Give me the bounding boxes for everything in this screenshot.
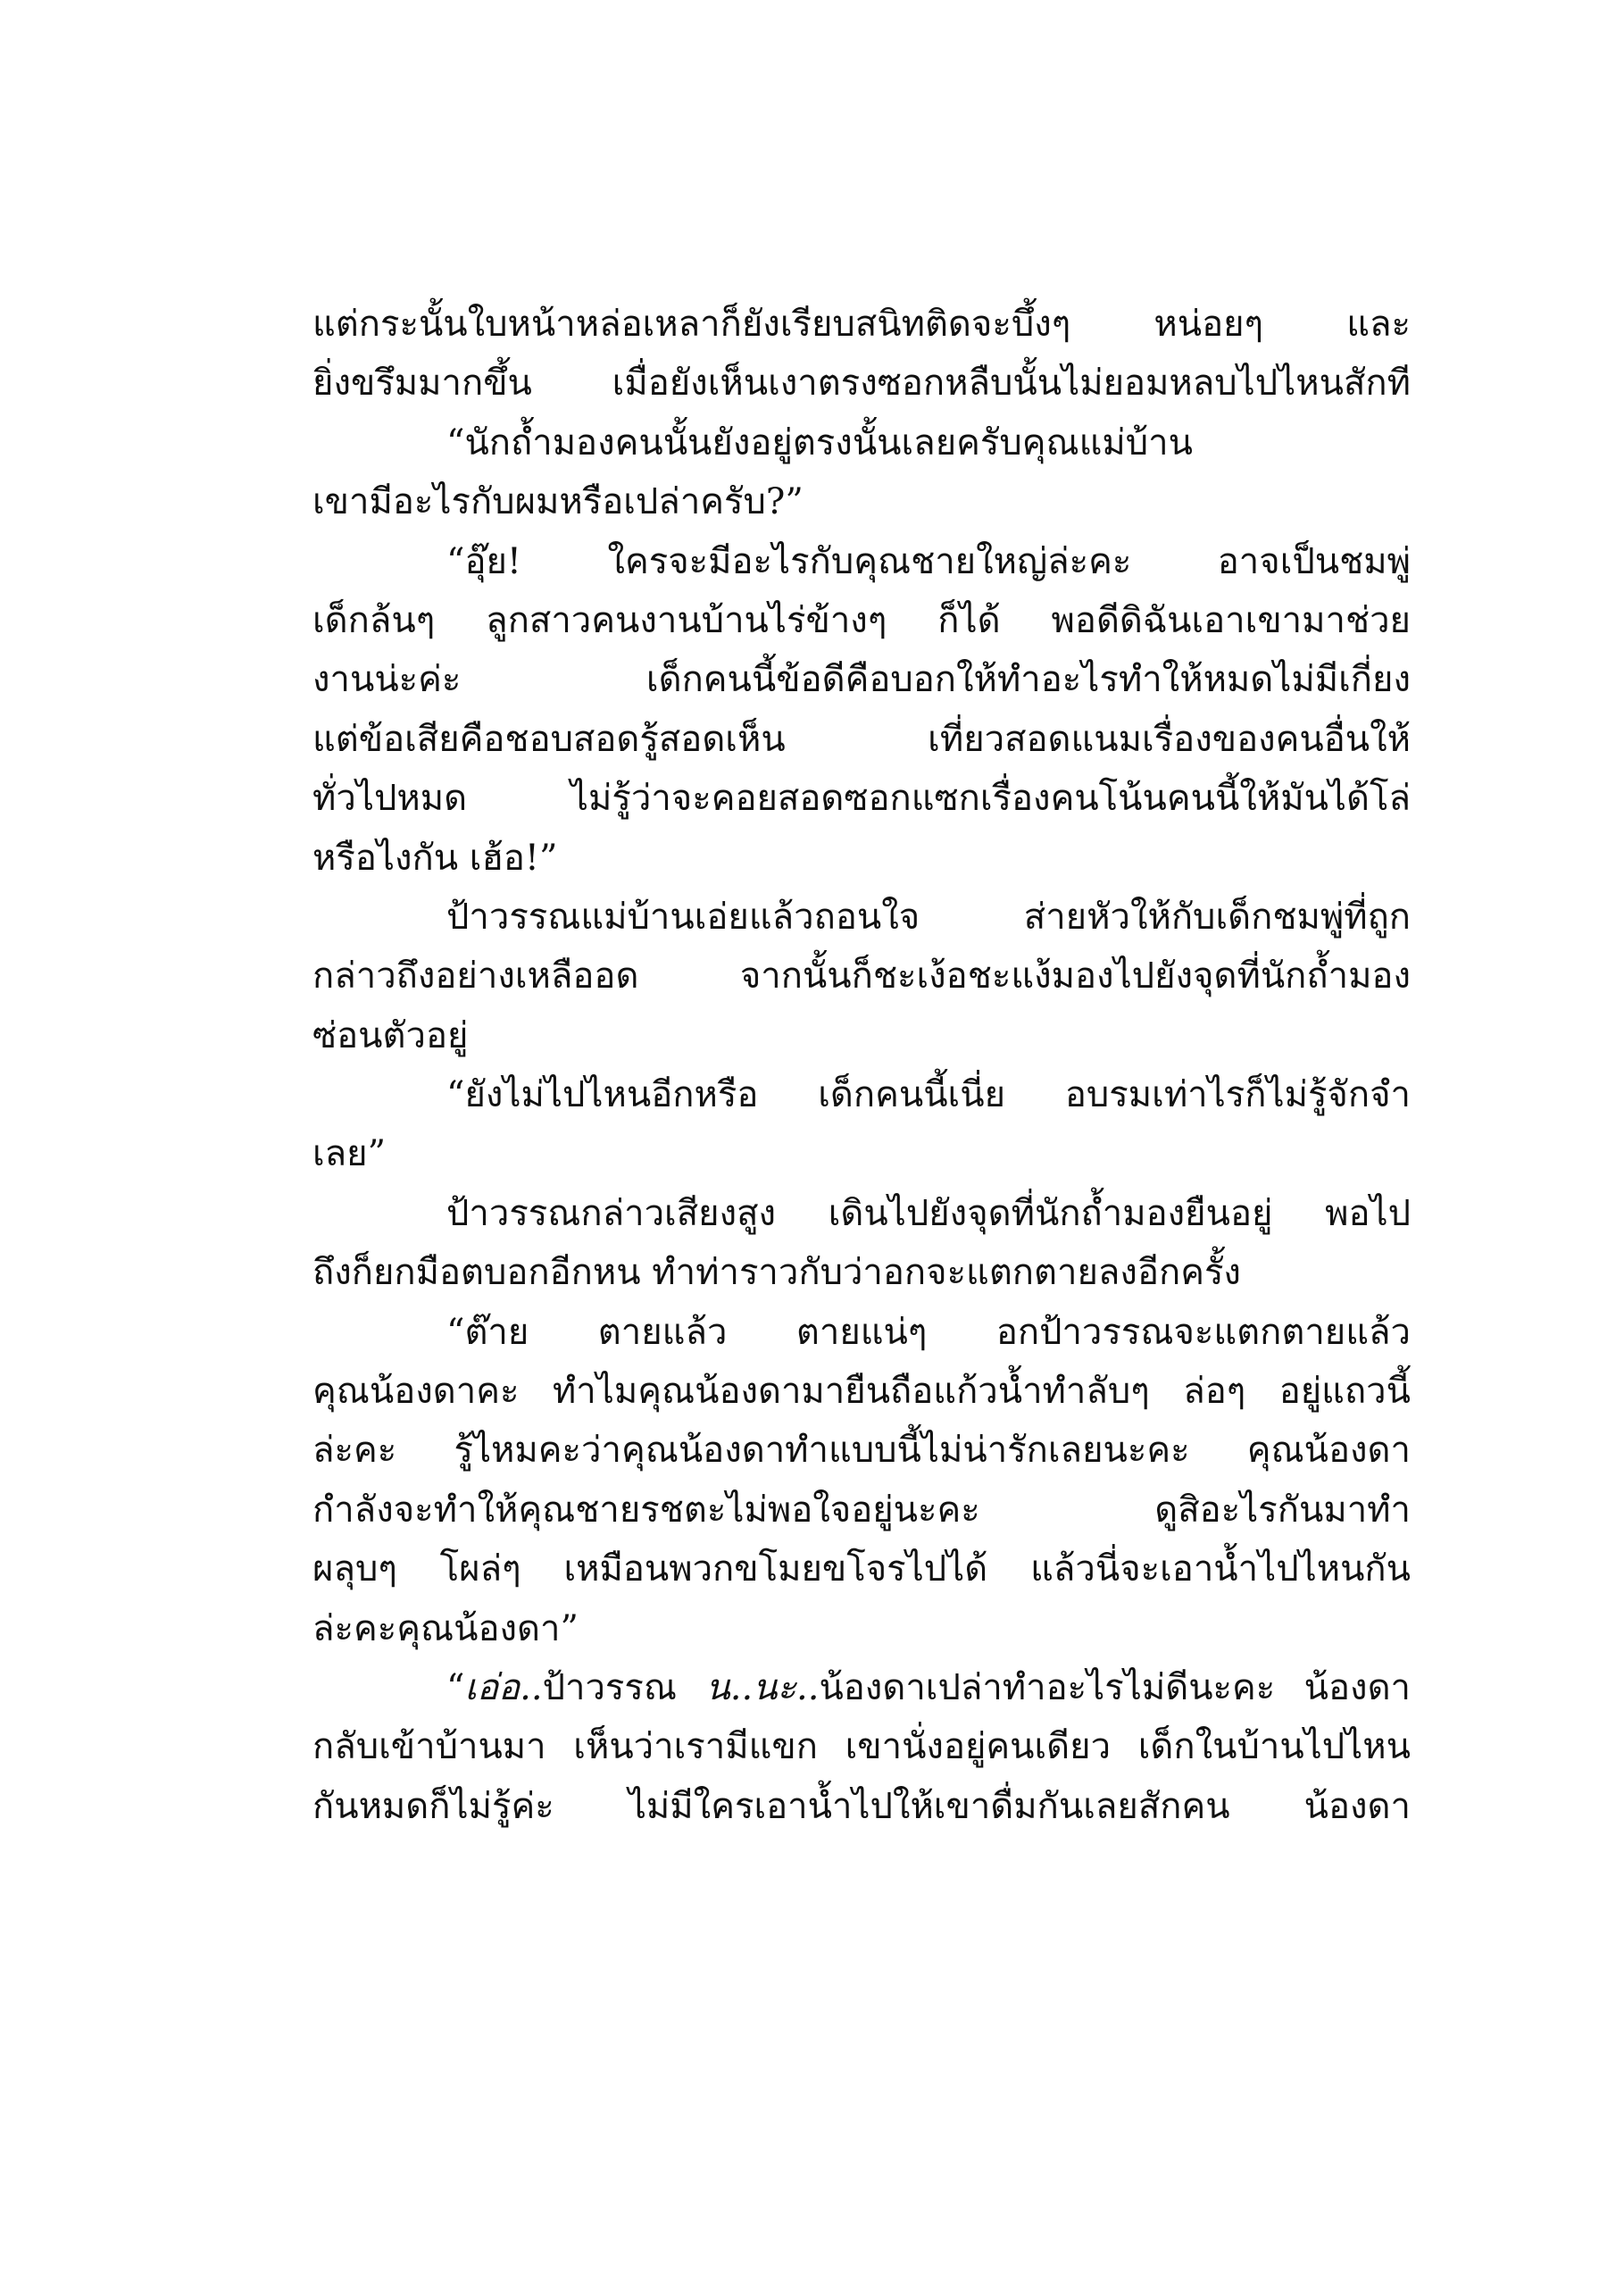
text-line: “ยังไม่ไปไหนอีกหรือ เด็กคนนี้เนี่ย อบรมเท่าไรก็ไม่รู้จักจำ (446, 1074, 1411, 1116)
text-line: ถึงก็ยกมือตบอกอีกหน ทำท่าราวกับว่าอกจะแตกตายลงอีกครั้ง (312, 1252, 1241, 1294)
text-line: เด็กล้นๆ ลูกสาวคนงานบ้านไร่ข้างๆ ก็ได้ พอดีดิฉันเอาเขามาช่วย (312, 599, 1411, 641)
text-line: หรือไงกัน เฮ้อ!” (312, 837, 558, 879)
text-line: เลย” (312, 1133, 387, 1175)
text-line: ทั่วไปหมด ไม่รู้ว่าจะคอยสอดซอกแซกเรื่องคนโน้นคนนี้ให้มันได้โล่ (312, 778, 1411, 820)
text-line: กล่าวถึงอย่างเหลืออด จากนั้นก็ชะเง้อชะแง้มองไปยังจุดที่นักถ้ำมอง (312, 955, 1411, 997)
text-segment: ป้าวรรณ (542, 1666, 706, 1708)
text-line: ป้าวรรณแม่บ้านเอ่ยแล้วถอนใจ ส่ายหัวให้กับเด็กชมพู่ที่ถูก (446, 896, 1411, 938)
text-line: กำลังจะทำให้คุณชายรชตะไม่พอใจอยู่นะคะ ดูสิอะไรกันมาทำ (312, 1489, 1411, 1531)
text-segment: น้องดาเปล่าทำอะไรไม่ดีนะคะ น้องดา (819, 1666, 1412, 1708)
text-line: คุณน้องดาคะ ทำไมคุณน้องดามายืนถือแก้วน้ำทำลับๆ ล่อๆ อยู่แถวนี้ (312, 1371, 1411, 1413)
text-line: “ต๊าย ตายแล้ว ตายแน่ๆ อกป้าวรรณจะแตกตายแล้ว (446, 1311, 1411, 1353)
text-line-dialogue (312, 1658, 1411, 1717)
text-line: ล่ะคะ รู้ไหมคะว่าคุณน้องดาทำแบบนี้ไม่น่ารักเลยนะคะ คุณน้องดา (312, 1430, 1411, 1472)
text-line: ป้าวรรณกล่าวเสียงสูง เดินไปยังจุดที่นักถ้ำมองยืนอยู่ พอไป (446, 1192, 1411, 1234)
text-line: แต่กระนั้นใบหน้าหล่อเหลาก็ยังเรียบสนิทติดจะบึ้งๆ หน่อยๆ และ (312, 304, 1411, 345)
text-line: เขามีอะไรกับผมหรือเปล่าครับ?” (312, 481, 804, 523)
body-text (312, 295, 1411, 1836)
text-line: กลับเข้าบ้านมา เห็นว่าเรามีแขก เขานั่งอยู่คนเดียว เด็กในบ้านไปไหน (312, 1726, 1411, 1768)
text-line: ผลุบๆ โผล่ๆ เหมือนพวกขโมยขโจรไปได้ แล้วนี่จะเอาน้ำไปไหนกัน (312, 1548, 1411, 1590)
italic-segment: เอ่อ.. (464, 1666, 543, 1708)
text-line: “นักถ้ำมองคนนั้นยังอยู่ตรงนั้นเลยครับคุณแม่บ้าน (446, 421, 1193, 463)
text-line: กันหมดก็ไม่รู้ค่ะ ไม่มีใครเอาน้ำไปให้เขาดื่มกันเลยสักคน น้องดา (312, 1785, 1411, 1827)
text-line: ยิ่งขรึมมากขึ้น เมื่อยังเห็นเงาตรงซอกหลืบนั้นไม่ยอมหลบไปไหนสักที (312, 363, 1411, 405)
italic-segment: น..นะ.. (705, 1666, 820, 1708)
text-segment: “ (446, 1666, 465, 1708)
text-line: ซ่อนตัวอยู่ (312, 1014, 469, 1056)
text-line: งานน่ะค่ะ เด็กคนนี้ข้อดีคือบอกให้ทำอะไรทำให้หมดไม่มีเกี่ยง (312, 659, 1411, 701)
text-line: แต่ข้อเสียคือชอบสอดรู้สอดเห็น เที่ยวสอดแนมเรื่องของคนอื่นให้ (312, 718, 1411, 760)
text-line: “อุ๊ย! ใครจะมีอะไรกับคุณชายใหญ่ล่ะคะ อาจเป็นชมพู่ (446, 540, 1411, 582)
text-line: ล่ะคะคุณน้องดา” (312, 1607, 579, 1649)
